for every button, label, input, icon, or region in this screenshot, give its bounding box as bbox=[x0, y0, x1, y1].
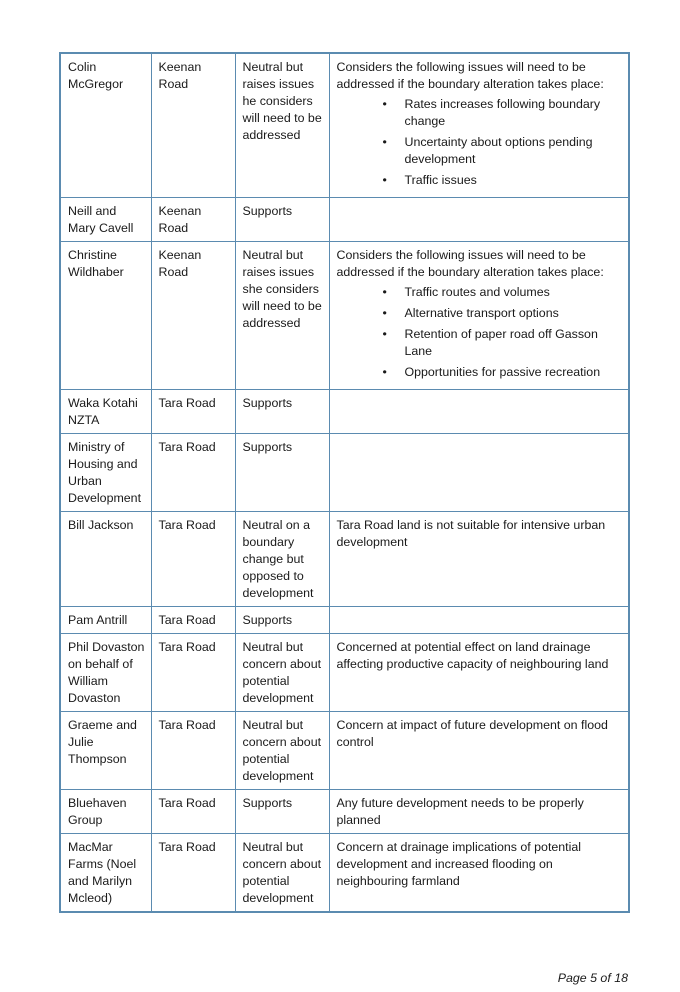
location-cell: Tara Road bbox=[151, 607, 235, 634]
comment-cell: Concerned at potential effect on land drainage affecting productive capacity of neighbouring land bbox=[329, 634, 629, 712]
position-cell: Neutral but raises issues he considers will need to be addressed bbox=[235, 53, 329, 198]
comment-text: Considers the following issues will need to be addressed if the boundary alteration takes place: bbox=[336, 60, 604, 91]
location-cell: Tara Road bbox=[151, 712, 235, 790]
location-cell: Keenan Road bbox=[151, 198, 235, 242]
submitter-name-cell: Ministry of Housing and Urban Development bbox=[60, 434, 151, 512]
position-cell: Supports bbox=[235, 790, 329, 834]
table-row bbox=[60, 790, 629, 834]
submissions-table bbox=[59, 52, 630, 913]
comment-cell bbox=[329, 390, 629, 434]
comment-cell: Concern at impact of future development on flood control bbox=[329, 712, 629, 790]
issue-item: • Traffic issues bbox=[405, 172, 623, 189]
table-row bbox=[60, 390, 629, 434]
page-number: Page 5 of 18 bbox=[557, 971, 628, 985]
issue-item: • Uncertainty about options pending development bbox=[405, 134, 623, 168]
submitter-name-cell: Bill Jackson bbox=[60, 512, 151, 607]
issue-item: • Retention of paper road off Gasson Lane bbox=[405, 326, 623, 360]
submitter-name-cell: Bluehaven Group bbox=[60, 790, 151, 834]
position-cell: Neutral but concern about potential development bbox=[235, 712, 329, 790]
comment-cell bbox=[329, 434, 629, 512]
location-cell: Keenan Road bbox=[151, 242, 235, 390]
table-row bbox=[60, 198, 629, 242]
issue-list bbox=[337, 284, 623, 381]
comment-cell: Any future development needs to be properly planned bbox=[329, 790, 629, 834]
position-cell: Neutral on a boundary change but opposed to development bbox=[235, 512, 329, 607]
submitter-name-cell: MacMar Farms (Noel and Marilyn Mcleod) bbox=[60, 834, 151, 913]
submitter-name-cell: Phil Dovaston on behalf of William Dovaston bbox=[60, 634, 151, 712]
position-cell: Neutral but raises issues she considers will need to be addressed bbox=[235, 242, 329, 390]
table-row bbox=[60, 53, 629, 198]
issue-item: • Alternative transport options bbox=[405, 305, 623, 322]
location-cell: Tara Road bbox=[151, 834, 235, 913]
submitter-name-cell: Pam Antrill bbox=[60, 607, 151, 634]
issue-item: • Traffic routes and volumes bbox=[405, 284, 623, 301]
submitter-name-cell: Colin McGregor bbox=[60, 53, 151, 198]
location-cell: Keenan Road bbox=[151, 53, 235, 198]
position-cell: Supports bbox=[235, 390, 329, 434]
table-row bbox=[60, 607, 629, 634]
comment-cell: Tara Road land is not suitable for intensive urban development bbox=[329, 512, 629, 607]
comment-text: Considers the following issues will need to be addressed if the boundary alteration takes place: bbox=[336, 248, 604, 279]
location-cell: Tara Road bbox=[151, 390, 235, 434]
table-row bbox=[60, 434, 629, 512]
location-cell: Tara Road bbox=[151, 634, 235, 712]
table-row bbox=[60, 512, 629, 607]
position-cell: Supports bbox=[235, 434, 329, 512]
issue-item: • Opportunities for passive recreation bbox=[405, 364, 623, 381]
submitter-name-cell: Christine Wildhaber bbox=[60, 242, 151, 390]
comment-cell bbox=[329, 198, 629, 242]
position-cell: Neutral but concern about potential development bbox=[235, 834, 329, 913]
issue-list bbox=[337, 96, 623, 189]
position-cell: Neutral but concern about potential development bbox=[235, 634, 329, 712]
comment-cell bbox=[329, 607, 629, 634]
comment-cell: Concern at drainage implications of potential development and increased flooding on neighbouring farmland bbox=[329, 834, 629, 913]
table-row bbox=[60, 242, 629, 390]
table-row bbox=[60, 712, 629, 790]
submitter-name-cell: Graeme and Julie Thompson bbox=[60, 712, 151, 790]
table-row bbox=[60, 634, 629, 712]
comment-cell bbox=[329, 53, 629, 198]
table-row bbox=[60, 834, 629, 913]
submitter-name-cell: Waka Kotahi NZTA bbox=[60, 390, 151, 434]
position-cell: Supports bbox=[235, 607, 329, 634]
location-cell: Tara Road bbox=[151, 434, 235, 512]
comment-cell bbox=[329, 242, 629, 390]
position-cell: Supports bbox=[235, 198, 329, 242]
location-cell: Tara Road bbox=[151, 512, 235, 607]
submitter-name-cell: Neill and Mary Cavell bbox=[60, 198, 151, 242]
location-cell: Tara Road bbox=[151, 790, 235, 834]
issue-item: • Rates increases following boundary change bbox=[405, 96, 623, 130]
